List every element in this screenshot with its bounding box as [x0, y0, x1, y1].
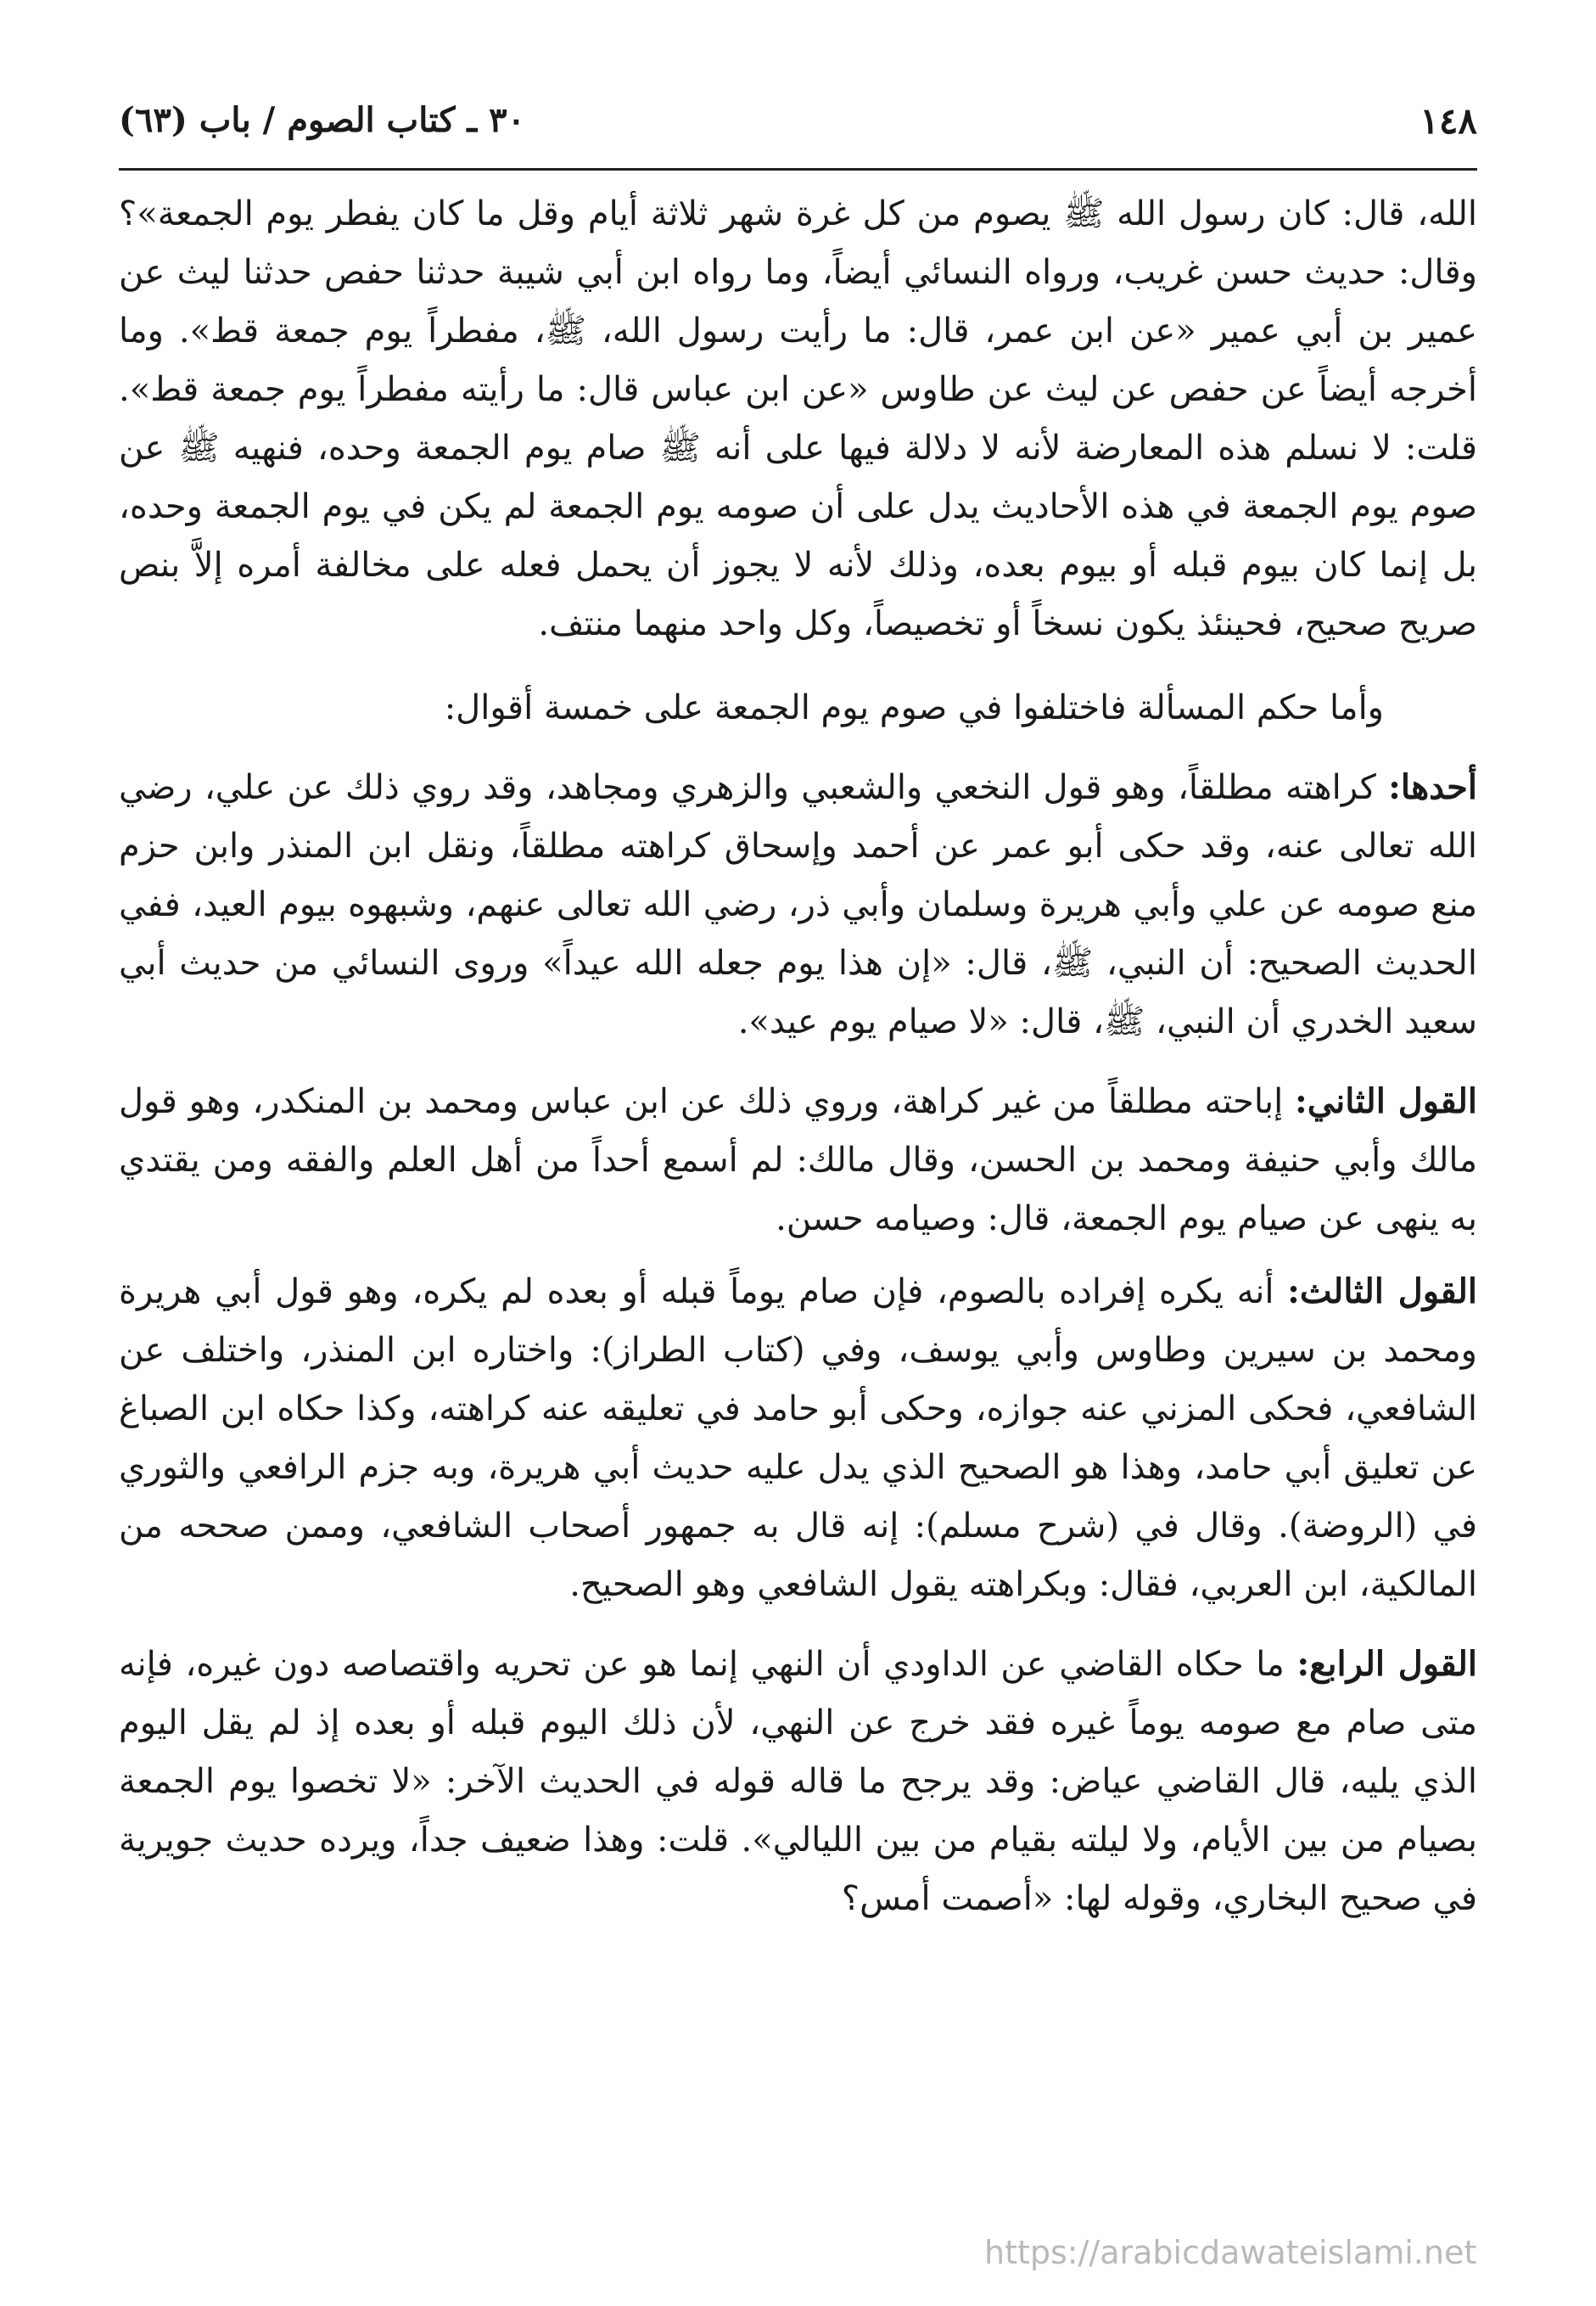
- opinion-heading: القول الرابع:: [1296, 1644, 1478, 1684]
- paragraph-opinion-4: [119, 1635, 1477, 1928]
- paragraph-opinion-3: [119, 1262, 1477, 1614]
- watermark-url: https://arabicdawateislami.net: [984, 2234, 1477, 2271]
- paragraph-text: كراهته مطلقاً، وهو قول النخعي والشعبي والزهري ومجاهد، وقد روي ذلك عن علي، رضي الله تعالى عنه، وقد حكى أبو عمر عن أحمد وإسحاق كراهته مطلقاً، ونقل ابن المنذر وابن حزم منع صومه عن علي وأبي هريرة وسلمان وأبي ذر، رضي الله تعالى عنهم، وشبهوه بيوم العيد، ففي الحديث الصحيح: أن النبي، ﷺ، قال: «إن هذا يوم جعله الله عيداً» وروى النسائي من حديث أبي سعيد الخدري أن النبي، ﷺ، قال: «لا صيام يوم عيد».: [119, 768, 1477, 1041]
- paragraph-text: إباحته مطلقاً من غير كراهة، وروي ذلك عن ابن عباس ومحمد بن المنكدر، وهو قول مالك وأبي حنيفة ومحمد بن الحسن، وقال مالك: لم أسمع أحداً من أهل العلم والفقه ومن يقتدي به ينهى عن صيام يوم الجمعة، قال: وصيامه حسن.: [119, 1082, 1477, 1238]
- opinion-heading: أحدها:: [1388, 767, 1477, 807]
- page-header: [119, 100, 1477, 151]
- paragraph-text: وأما حكم المسألة فاختلفوا في صوم يوم الجمعة على خمسة أقوال:: [444, 688, 1384, 727]
- running-head: ٣٠ ـ كتاب الصوم / باب (٦٣): [119, 100, 526, 140]
- paragraph-opinion-1: [119, 758, 1477, 1052]
- paragraph-continuation: [119, 185, 1477, 654]
- paragraph-intro: [119, 679, 1477, 738]
- paragraph-text: ما حكاه القاضي عن الداودي أن النهي إنما هو عن تحريه واقتصاصه دون غيره، فإنه متى صام مع صومه يوماً غيره فقد خرج عن النهي، لأن ذلك اليوم قبله أو بعده إذ لم يقل اليوم الذي يليه، قال القاضي عياض: وقد يرجح ما قاله قوله في الحديث الآخر: «لا تخصوا يوم الجمعة بصيام من بين الأيام، ولا ليلته بقيام من بين الليالي». قلت: وهذا ضعيف جداً، ويرده حديث جويرية في صحيح البخاري، وقوله لها: «أصمت أمس؟: [119, 1645, 1478, 1918]
- paragraph-opinion-2: [119, 1072, 1477, 1248]
- paragraph-text: الله، قال: كان رسول الله ﷺ يصوم من كل غرة شهر ثلاثة أيام وقل ما كان يفطر يوم الجمعة»؟ وقال: حديث حسن غريب، ورواه النسائي أيضاً، وما رواه ابن أبي شيبة حدثنا حفص حدثنا ليث عن عمير بن أبي عمير «عن ابن عمر، قال: ما رأيت رسول الله، ﷺ، مفطراً يوم جمعة قط». وما أخرجه أيضاً عن حفص عن ليث عن طاوس «عن ابن عباس قال: ما رأيته مفطراً يوم جمعة قط». قلت: لا نسلم هذه المعارضة لأنه لا دلالة فيها على أنه ﷺ صام يوم الجمعة وحده، فنهيه ﷺ عن صوم يوم الجمعة في هذه الأحاديث يدل على أن صومه يوم الجمعة لم يكن في يوم الجمعة وحده، بل إنما كان بيوم قبله أو بيوم بعده، وذلك لأنه لا يجوز أن يحمل فعله على مخالفة أمره إلاَّ بنص صريح صحيح، فحينئذ يكون نسخاً أو تخصيصاً، وكل واحد منهما منتف.: [119, 194, 1477, 643]
- paragraph-text: أنه يكره إفراده بالصوم، فإن صام يوماً قبله أو بعده لم يكره، وهو قول أبي هريرة ومحمد بن سيرين وطاوس وأبي يوسف، وفي (كتاب الطراز): واختاره ابن المنذر، واختلف عن الشافعي، فحكى المزني عنه جوازه، وحكى أبو حامد في تعليقه عنه كراهته، وكذا حكاه ابن الصباغ عن تعليق أبي حامد، وهذا هو الصحيح الذي يدل عليه حديث أبي هريرة، وبه جزم الرافعي والثوري في (الروضة). وقال في (شرح مسلم): إنه قال به جمهور أصحاب الشافعي، وممن صححه من المالكية، ابن العربي، فقال: وبكراهته يقول الشافعي وهو الصحيح.: [119, 1272, 1477, 1604]
- page-body: [119, 185, 1477, 1928]
- header-rule: [119, 168, 1477, 171]
- opinion-heading: القول الثاني:: [1295, 1081, 1478, 1121]
- page-number: ١٤٨: [1420, 100, 1477, 142]
- opinion-heading: القول الثالث:: [1287, 1271, 1477, 1311]
